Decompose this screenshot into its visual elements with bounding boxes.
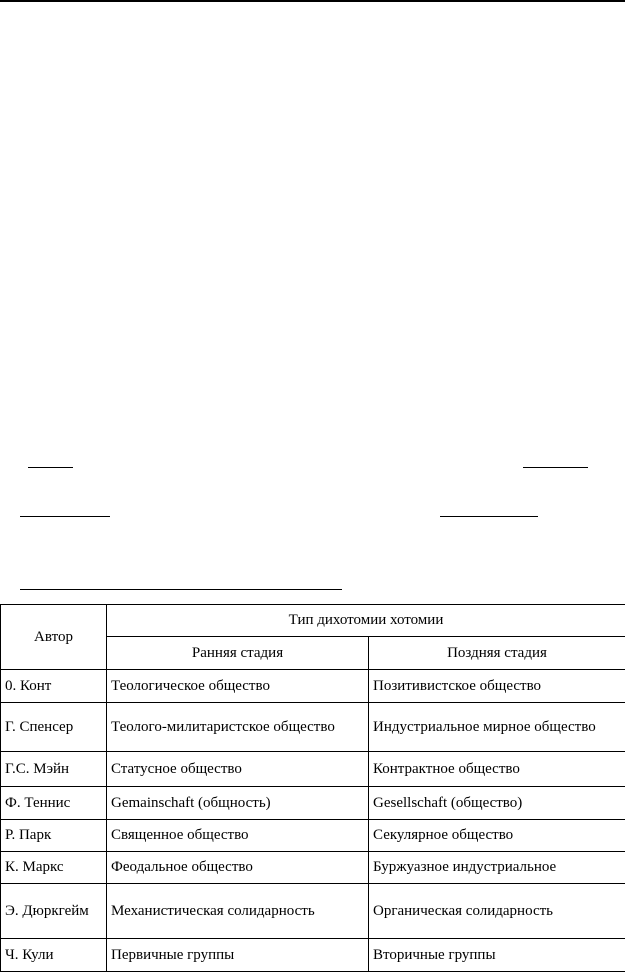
- underline-4: [440, 516, 538, 517]
- author-cell: Ч. Кули: [1, 939, 107, 972]
- author-cell: Г. Спенсер: [1, 703, 107, 752]
- underline-2: [523, 467, 588, 468]
- early-cell: Gemainschaft (общность): [107, 787, 369, 820]
- early-cell: Феодальное общество: [107, 852, 369, 884]
- author-cell: Г.С. Мэйн: [1, 752, 107, 787]
- late-cell: Буржуазное индустриальное: [369, 852, 625, 884]
- dichotomy-table: [0, 604, 625, 972]
- table-row: [1, 787, 625, 820]
- table-row: [1, 852, 625, 884]
- late-cell: Вторичные группы: [369, 939, 625, 972]
- underline-1: [28, 467, 73, 468]
- top-rule: [0, 0, 625, 2]
- early-cell: Механистическая солидарность: [107, 884, 369, 939]
- author-cell: Р. Парк: [1, 820, 107, 852]
- author-cell: К. Маркс: [1, 852, 107, 884]
- header-type: Тип дихотомии хотомии: [107, 605, 625, 637]
- underline-5: [20, 589, 342, 590]
- table-row: [1, 670, 625, 703]
- table-row: [1, 752, 625, 787]
- header-late: Поздняя стадия: [369, 637, 625, 670]
- late-cell: Секулярное общество: [369, 820, 625, 852]
- early-cell: Статусное общество: [107, 752, 369, 787]
- header-author: Автор: [1, 605, 107, 670]
- early-cell: Первичные группы: [107, 939, 369, 972]
- early-cell: Теологическое общество: [107, 670, 369, 703]
- table-row: [1, 820, 625, 852]
- author-cell: Ф. Теннис: [1, 787, 107, 820]
- late-cell: Gesellschaft (общество): [369, 787, 625, 820]
- author-cell: 0. Конт: [1, 670, 107, 703]
- table-row: [1, 939, 625, 972]
- late-cell: Индустриальное мирное общество: [369, 703, 625, 752]
- header-early: Ранняя стадия: [107, 637, 369, 670]
- author-cell: Э. Дюркгейм: [1, 884, 107, 939]
- underline-3: [20, 516, 110, 517]
- late-cell: Контрактное общество: [369, 752, 625, 787]
- late-cell: Органическая солидарность: [369, 884, 625, 939]
- early-cell: Теолого-милитаристское общество: [107, 703, 369, 752]
- late-cell: Позитивистское общество: [369, 670, 625, 703]
- table-row: [1, 884, 625, 939]
- early-cell: Священное общество: [107, 820, 369, 852]
- table-row: [1, 703, 625, 752]
